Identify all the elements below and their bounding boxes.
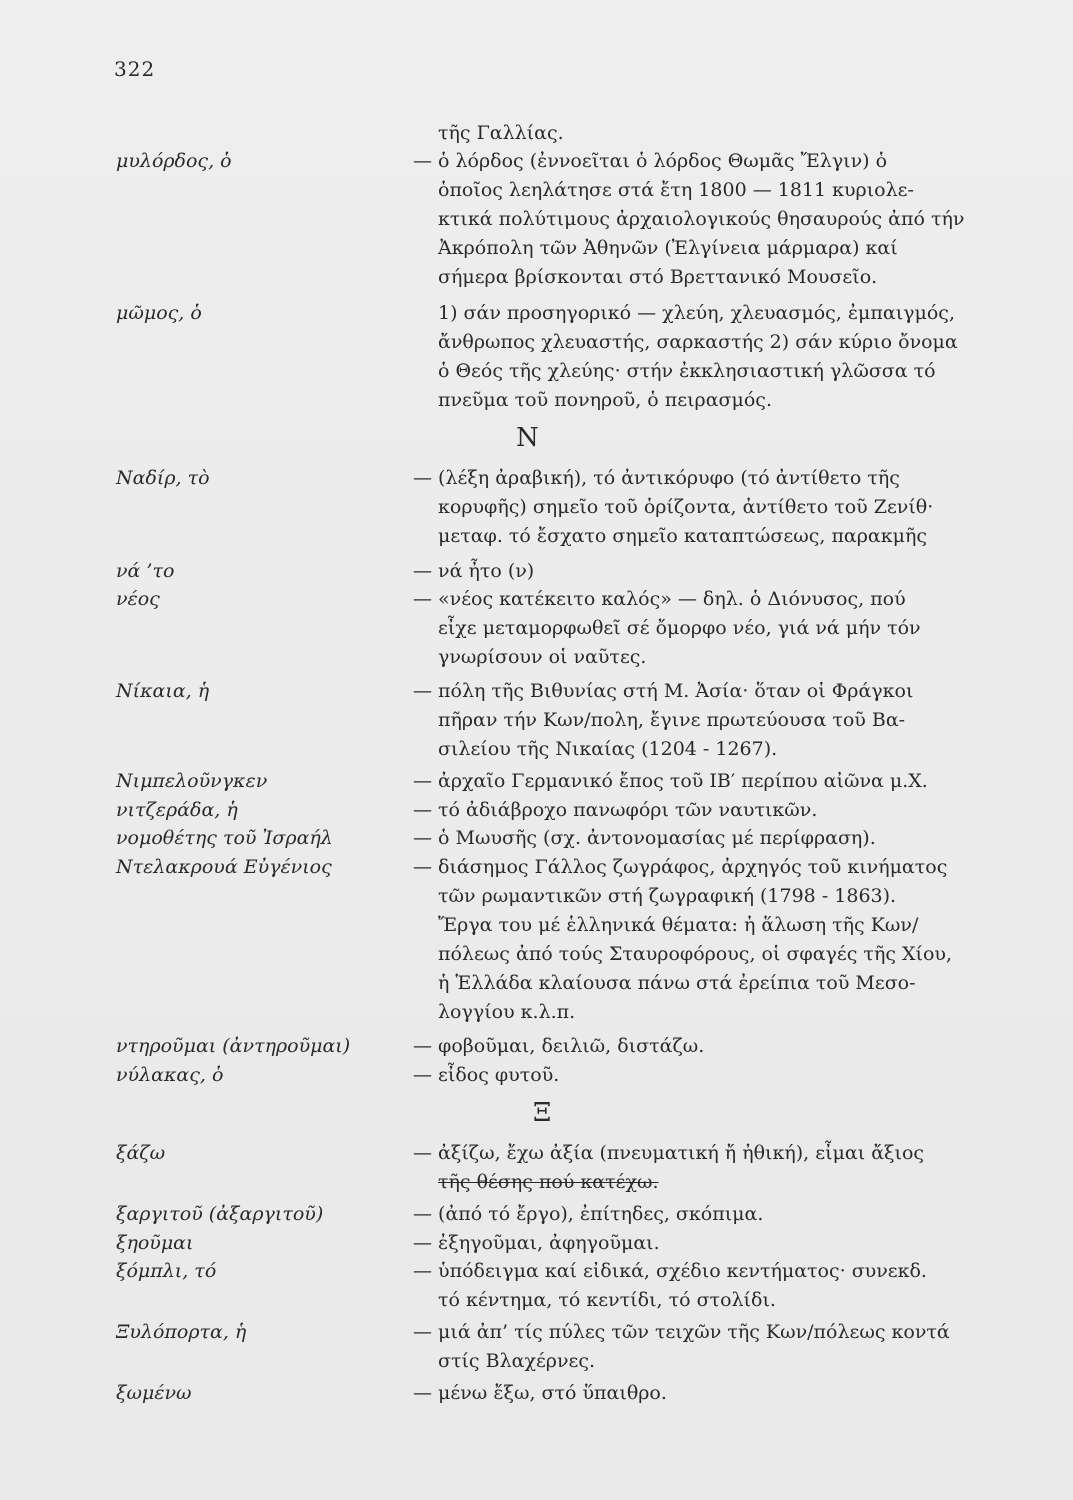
definition-line: πνεῦμα τοῦ πονηροῦ, ὁ πειρασμός.: [438, 389, 772, 411]
definition-line: τῶν ρωμαντικῶν στή ζωγραφική (1798 - 1863).: [438, 885, 897, 907]
definition-line: γνωρίσουν οἱ ναῦτες.: [438, 646, 647, 668]
definition-line: σιλείου τῆς Νικαίας (1204 - 1267).: [438, 738, 778, 760]
definition-line: λογγίου κ.λ.π.: [438, 1001, 576, 1023]
definition-line: — μένω ἔξω, στό ὕπαιθρο.: [413, 1382, 667, 1404]
headword: νύλακας, ὁ: [116, 1064, 224, 1086]
definition-line: πῆραν τήν Κων/πολη, ἔγινε πρωτεύουσα τοῦ Βα-: [438, 709, 906, 731]
definition-line: μεταφ. τό ἔσχατο σημεῖο καταπτώσεως, παρακμῆς: [438, 525, 928, 547]
headword: ξωμένω: [116, 1382, 192, 1404]
definition-line: Ἀκρόπολη τῶν Ἀθηνῶν (Ἐλγίνεια μάρμαρα) καί: [438, 237, 898, 259]
definition-line: ἄνθρωπος χλευαστής, σαρκαστής 2) σάν κύριο ὄνομα: [438, 331, 958, 353]
definition-line: — ὁ Μωυσῆς (σχ. ἀντονομασίας μέ περίφραση).: [413, 827, 876, 849]
headword: Νιμπελοῦνγκεν: [116, 770, 268, 792]
headword: ξαργιτοῦ (ἀξαργιτοῦ): [116, 1203, 324, 1225]
definition-line: τῆς Γαλλίας.: [438, 122, 564, 144]
definition-line: — ἀρχαῖο Γερμανικό ἔπος τοῦ ΙΒ′ περίπου αἰῶνα μ.Χ.: [413, 770, 928, 792]
definition-line: — ἀξίζω, ἔχω ἀξία (πνευματική ἤ ἠθική), εἶμαι ἄξιος: [413, 1142, 925, 1164]
headword: Νίκαια, ἡ: [116, 680, 210, 702]
section-letter-xi: Ξ: [533, 1098, 552, 1128]
definition-line: τό κέντημα, τό κεντίδι, τό στολίδι.: [438, 1289, 776, 1311]
definition-line: ὁ Θεός τῆς χλεύης· στήν ἐκκλησιαστική γλῶσσα τό: [438, 360, 936, 382]
definition-line: — διάσημος Γάλλος ζωγράφος, ἀρχηγός τοῦ κινήματος: [413, 856, 948, 878]
headword: Ναδίρ, τὸ: [116, 467, 210, 489]
headword: μυλόρδος, ὁ: [116, 150, 232, 172]
definition-line: — (ἀπό τό ἔργο), ἐπίτηδες, σκόπιμα.: [413, 1203, 764, 1225]
definition-line: — ἐξηγοῦμαι, ἀφηγοῦμαι.: [413, 1232, 660, 1254]
definition-line: — ὁ λόρδος (ἐννοεῖται ὁ λόρδος Θωμᾶς Ἔλγιν) ὁ: [413, 150, 888, 172]
definition-line: Ἔργα του μέ ἑλληνικά θέματα: ἡ ἅλωση τῆς Κων/: [438, 914, 919, 936]
headword: νά ’το: [116, 560, 175, 582]
headword: ξηοῦμαι: [116, 1232, 194, 1254]
definition-line: εἶχε μεταμορφωθεῖ σέ ὄμορφο νέο, γιά νά μήν τόν: [438, 617, 921, 639]
headword: Ξυλόπορτα, ἡ: [116, 1321, 247, 1343]
definition-line: — φοβοῦμαι, δειλιῶ, διστάζω.: [413, 1035, 705, 1057]
definition-line: ἡ Ἑλλάδα κλαίουσα πάνω στά ἐρείπια τοῦ Μεσο-: [438, 972, 916, 994]
headword: ξόμπλι, τό: [116, 1260, 217, 1282]
headword: ντηροῦμαι (ἀντηροῦμαι): [116, 1035, 351, 1057]
definition-line: — πόλη τῆς Βιθυνίας στή Μ. Ἀσία· ὅταν οἱ Φράγκοι: [413, 680, 914, 702]
definition-line: — νά ἦτο (ν): [413, 560, 535, 582]
definition-line: — «νέος κατέκειτο καλός» — δηλ. ὁ Διόνυσος, πού: [413, 588, 906, 610]
headword: νομοθέτης τοῦ Ἰσραήλ: [116, 827, 333, 849]
definition-line: κτικά πολύτιμους ἀρχαιολογικούς θησαυρούς ἀπό τήν: [438, 208, 965, 230]
headword: Ντελακρουά Εὐγένιος: [116, 856, 332, 878]
definition-line: — μιά ἀπ’ τίς πύλες τῶν τειχῶν τῆς Κων/πόλεως κοντά: [413, 1321, 950, 1343]
definition-line: — τό ἀδιάβροχο πανωφόρι τῶν ναυτικῶν.: [413, 799, 818, 821]
definition-line: — εἶδος φυτοῦ.: [413, 1064, 560, 1086]
definition-line: — (λέξη ἀραβική), τό ἀντικόρυφο (τό ἀντίθετο τῆς: [413, 467, 900, 489]
headword: μῶμος, ὁ: [116, 302, 202, 324]
page-number: 322: [114, 57, 156, 81]
headword: νέος: [116, 588, 160, 610]
definition-line: πόλεως ἀπό τούς Σταυροφόρους, οἱ σφαγές τῆς Χίου,: [438, 943, 953, 965]
section-letter-n: N: [516, 423, 539, 453]
definition-line: ὁποῖος λεηλάτησε στά ἔτη 1800 — 1811 κυριολε-: [438, 179, 914, 201]
definition-line: — ὑπόδειγμα καί εἰδικά, σχέδιο κεντήματος· συνεκδ.: [413, 1260, 927, 1282]
definition-line: 1) σάν προσηγορικό — χλεύη, χλευασμός, ἐμπαιγμός,: [438, 302, 955, 324]
definition-line: κορυφῆς) σημεῖο τοῦ ὁρίζοντα, ἀντίθετο τοῦ Ζενίθ·: [438, 496, 934, 518]
definition-line: σήμερα βρίσκονται στό Βρεττανικό Μουσεῖο.: [438, 266, 878, 288]
headword: νιτζεράδα, ἡ: [116, 799, 238, 821]
headword: ξάζω: [116, 1142, 166, 1164]
definition-line: στίς Βλαχέρνες.: [438, 1350, 596, 1372]
definition-line: τῆς θέσης πού κατέχω.: [438, 1171, 659, 1193]
